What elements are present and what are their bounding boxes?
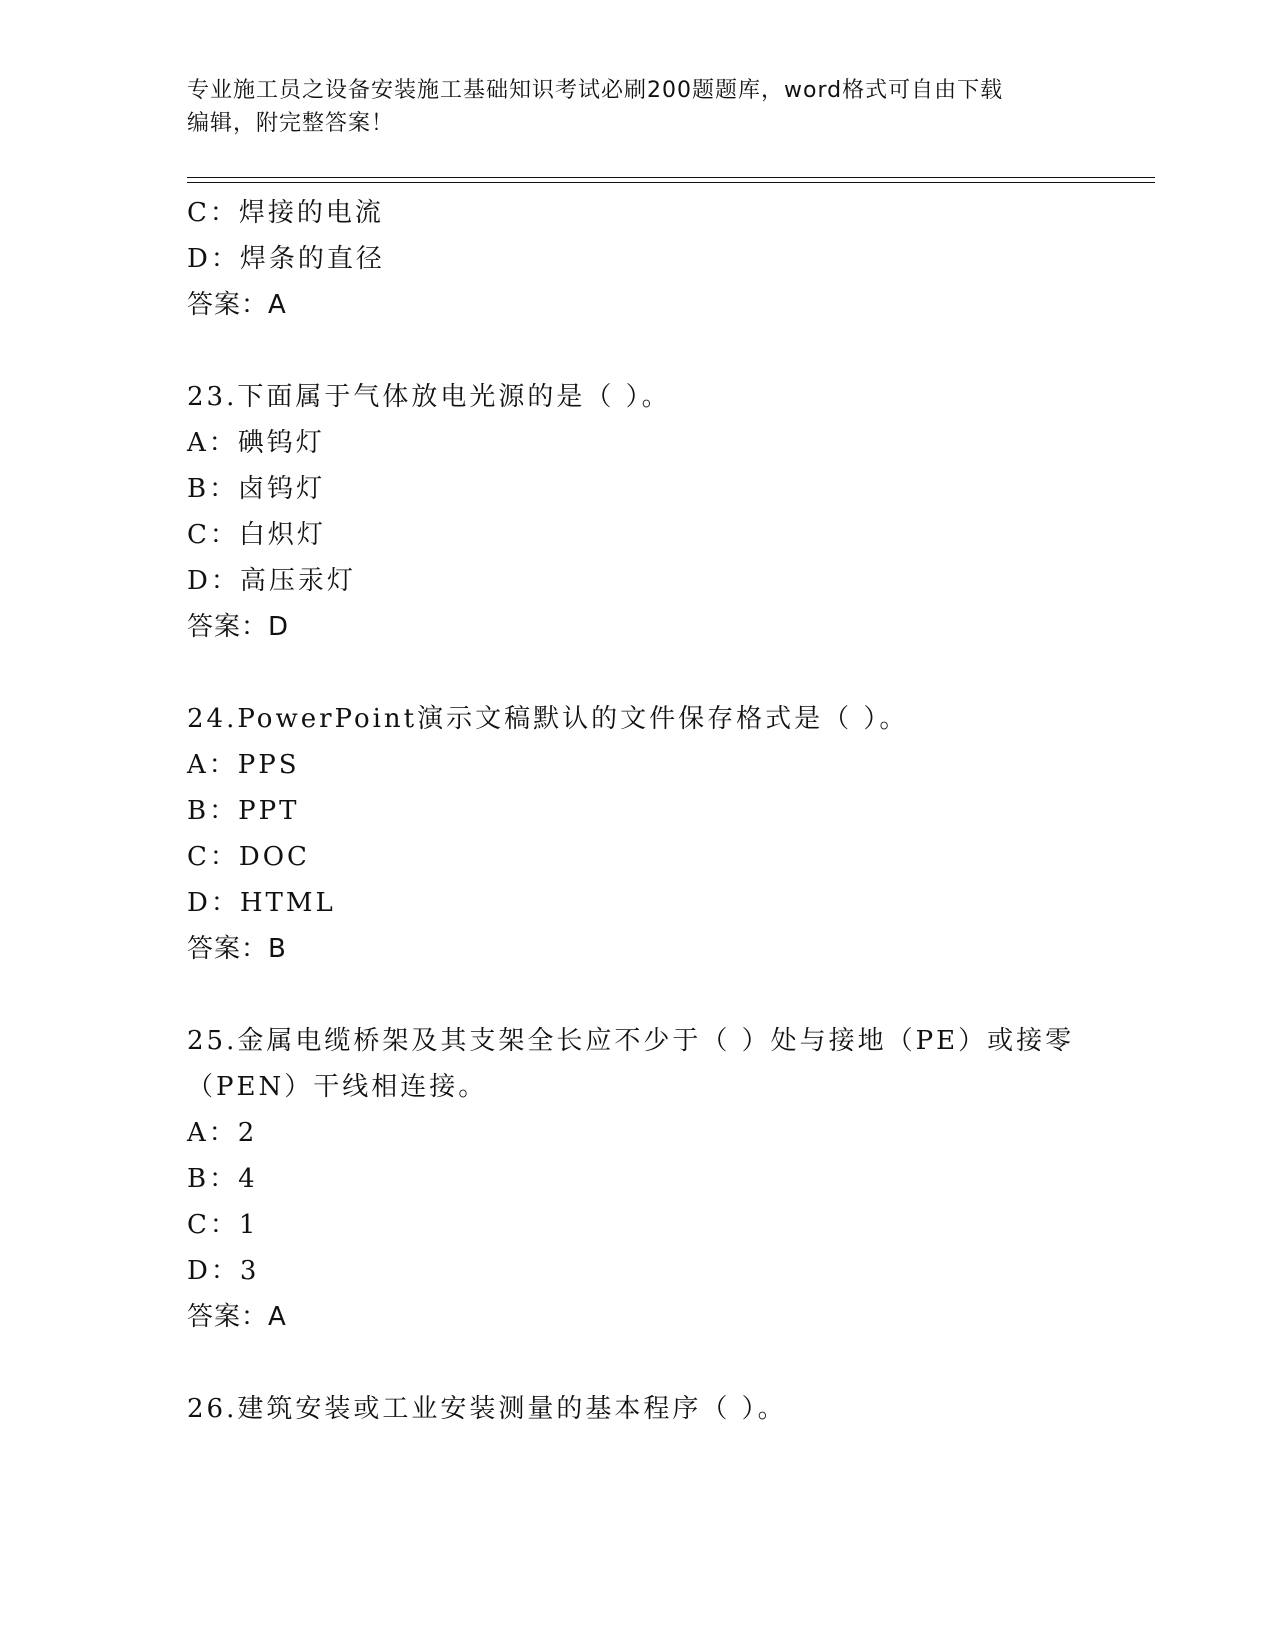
answer-text: 答案：A (187, 290, 287, 320)
answer-text: 答案：A (187, 1302, 287, 1332)
question-text: 24.PowerPoint演示文稿默认的文件保存格式是（ ）。 (187, 704, 909, 734)
header-divider-bottom (187, 182, 1155, 183)
option-d: D：高压汞灯 (187, 566, 356, 596)
option-a: A：碘钨灯 (187, 428, 325, 458)
option-d: D：HTML (187, 888, 336, 918)
question-text-line-2: （PEN）干线相连接。 (187, 1072, 488, 1102)
option-c: C：DOC (187, 842, 310, 872)
option-b: B：卤钨灯 (187, 474, 326, 504)
option-d: D：3 (187, 1256, 260, 1286)
question-list (187, 190, 1155, 1432)
option-b: B：4 (187, 1164, 258, 1194)
question-block-22 (187, 190, 1155, 328)
option-a: A：2 (187, 1118, 258, 1148)
option-c: C：1 (187, 1210, 259, 1240)
header-line-1: 专业施工员之设备安装施工基础知识考试必刷200题题库，word格式可自由下载 (187, 78, 1004, 103)
question-block-25 (187, 1018, 1155, 1340)
document-header (187, 74, 1087, 140)
answer-text: 答案：B (187, 934, 287, 964)
question-block-23 (187, 374, 1155, 650)
option-a: A：PPS (187, 750, 300, 780)
question-text-line-1: 25.金属电缆桥架及其支架全长应不少于（ ）处与接地（PE）或接零 (187, 1026, 1075, 1056)
header-divider-top (187, 177, 1155, 178)
answer-text: 答案：D (187, 612, 290, 642)
option-c: C：焊接的电流 (187, 198, 384, 228)
question-text: 26.建筑安装或工业安装测量的基本程序（ ）。 (187, 1394, 787, 1424)
option-b: B：PPT (187, 796, 300, 826)
option-d: D：焊条的直径 (187, 244, 385, 274)
question-block-24 (187, 696, 1155, 972)
header-line-2: 编辑，附完整答案！ (187, 111, 395, 136)
question-text: 23.下面属于气体放电光源的是（ ）。 (187, 382, 671, 412)
option-c: C：白炽灯 (187, 520, 326, 550)
question-block-26 (187, 1386, 1155, 1432)
